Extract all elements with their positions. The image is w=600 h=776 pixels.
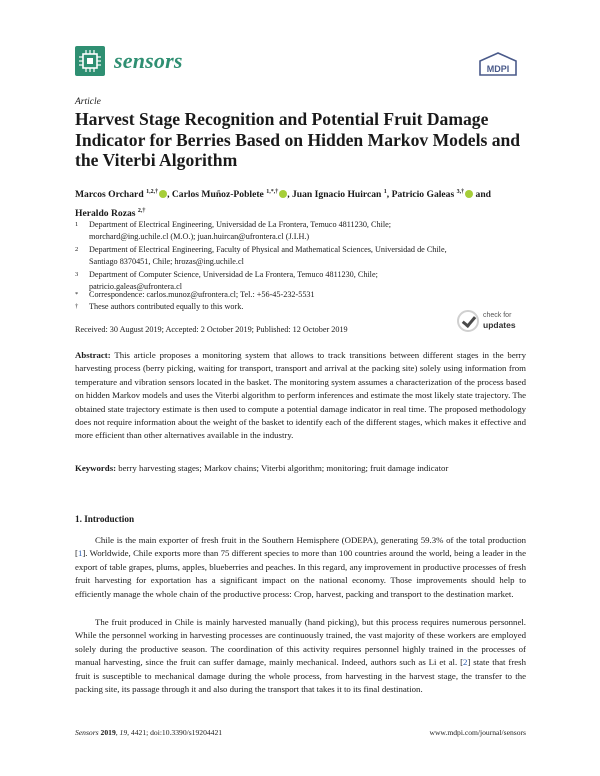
check-for-updates-badge[interactable] xyxy=(457,310,527,334)
footer-citation: Sensors 2019, 19, 4421; doi:10.3390/s19204421 xyxy=(75,728,223,737)
footer-doi[interactable]: , 4421; doi:10.3390/s19204421 xyxy=(127,728,223,737)
paragraph-text: Chile is the main exporter of fresh fruit in the Southern Hemisphere (ODEPA), generating 59.3% of the total production [ xyxy=(75,535,526,559)
affiliation-number: 1 xyxy=(75,221,79,228)
check-label-bottom: updates xyxy=(483,320,516,330)
orcid-icon[interactable] xyxy=(279,190,287,198)
abstract-text: This article proposes a monitoring system that allows to track transitions between different stages in the berry harvesting process (berry picking, waiting for transport, transport and arrival at the packing site) solely using information from temperature and vibration sensors located in the basket. The monitoring system assumes a characterization of the process based on hidden Markov models and uses the Viterbi algorithm to perform inferences and estimate the most likely state trajectory. The obtained state trajectory estimate is then used to compute a potential damage indicator in real time. The proposed methodology does not require information about the weight of the basket to identify each of the different stages, which makes it effective and more efficient than other alternatives available in the industry. xyxy=(75,350,527,441)
affiliation-text: Department of Computer Science, Universidad de La Frontera, Temuco 4811230, Chile; xyxy=(89,270,378,279)
keywords-label: Keywords: xyxy=(75,463,117,473)
author-superscript: 3,† xyxy=(456,189,465,195)
publication-dates: Received: 30 August 2019; Accepted: 2 October 2019; Published: 12 October 2019 xyxy=(75,325,348,334)
author-list: Marcos Orchard $^{1,2,\dagger}$ , Carlos Muñoz-Poblete $^{1,*,\dagger}$ , Juan Ignacio Huircan $^1$, Patricio Galeas $^{3,\dagger}$ and Heraldo Rozas $^{2,\dagger}$ xyxy=(75,189,491,220)
keywords xyxy=(75,462,526,475)
affiliation-number: † xyxy=(75,303,79,310)
paragraph-text: ] state that fresh fruit is susceptible to mechanical damage during the whole process, from harvesting in the harvest stage, the transfer to the packing site, its passage through it and also during the transport that takes it to its final destination. xyxy=(75,657,526,695)
author-name[interactable]: Heraldo Rozas xyxy=(75,208,136,220)
author-superscript: 1,2,† xyxy=(146,189,159,195)
journal-logo-icon xyxy=(75,46,105,76)
check-label-top: check for xyxy=(483,312,512,319)
affiliation-number: 3 xyxy=(75,271,79,278)
correspondence-text[interactable]: Correspondence: carlos.munoz@ufrontera.cl; Tel.: +56-45-232-5531 xyxy=(89,290,315,299)
abstract xyxy=(75,349,526,443)
intro-paragraph-2 xyxy=(75,616,526,696)
check-icon xyxy=(457,310,479,332)
footer-journal: Sensors xyxy=(75,728,99,737)
affiliation-text: Department of Electrical Engineering, Universidad de La Frontera, Temuco 4811230, Chile; xyxy=(89,220,392,229)
abstract-label: Abstract: xyxy=(75,350,111,360)
author-conjunction: and xyxy=(475,189,491,201)
author-superscript: 2,† xyxy=(137,208,146,215)
citation-link[interactable]: 1 xyxy=(77,548,83,559)
paragraph-text: The fruit produced in Chile is mainly harvested manually (hand picking), but this process requires numerous personnel. While the personnel working in harvesting processes are continuously trained, the vast majority of these workers are employed solely during the productive season. The coordination of this activity requires personnel highly trained in the processes of manual harvesting, since the fruit can suffer damage, mainly mechanical. Indeed, authors such as Li et al. [ xyxy=(75,617,526,668)
paper-title: Harvest Stage Recognition and Potential Fruit Damage Indicator for Berries Based on Hidden Markov Models and the Viterbi Algorithm xyxy=(75,109,521,170)
affiliation-text: Department of Electrical Engineering, Faculty of Physical and Mathematical Sciences, Universidad de Chile, xyxy=(89,245,447,254)
affiliation-number: 2 xyxy=(75,246,79,253)
citation-link[interactable]: 2 xyxy=(463,657,468,668)
affiliation-email[interactable]: morchard@ing.uchile.cl (M.O.); juan.huircan@ufrontera.cl (J.I.H.) xyxy=(89,232,310,242)
author-name[interactable]: Juan Ignacio Huircan xyxy=(292,189,382,201)
affiliation-email[interactable]: Santiago 8370451, Chile; hrozas@ing.uchile.cl xyxy=(89,257,244,267)
author-superscript: 1 xyxy=(383,189,387,195)
affiliation-email[interactable]: patricio.galeas@ufrontera.cl xyxy=(89,282,183,292)
author-name[interactable]: Patricio Galeas xyxy=(391,189,455,201)
author-superscript: 1,*,† xyxy=(266,189,279,195)
footer-year: 2019 xyxy=(100,728,116,737)
author-name[interactable]: Carlos Muñoz-Poblete xyxy=(171,189,264,201)
mdpi-logo-icon xyxy=(478,52,518,78)
paragraph-text: ]. Worldwide, Chile exports more than 75 different species to more than 100 countries around the world, being a leader in the export of table grapes, plums, apples, blueberries and peaches. In this regard, any improvement in productive processes of fresh fruit harvesting for exportation has a significant impact on the national economy. Those improvements should help to efficiently manage the whole chain of the productive process: Crop, harvest, packing and transport to the destination market. xyxy=(75,548,526,599)
section-heading: 1. Introduction xyxy=(75,514,135,524)
equal-contribution-text: These authors contributed equally to this work. xyxy=(89,302,244,311)
intro-paragraph-1 xyxy=(75,534,526,601)
author-name[interactable]: Marcos Orchard xyxy=(75,189,144,201)
footer-volume: 19 xyxy=(119,728,128,737)
keywords-text: berry harvesting stages; Markov chains; Viterbi algorithm; monitoring; fruit damage indicator xyxy=(118,463,449,473)
affiliation-number: * xyxy=(75,291,79,298)
journal-name: sensors xyxy=(114,48,183,73)
orcid-icon[interactable] xyxy=(465,190,473,198)
footer-url[interactable]: www.mdpi.com/journal/sensors xyxy=(429,728,526,737)
publisher-name: MDPI xyxy=(486,64,510,74)
article-type: Article xyxy=(75,97,101,107)
orcid-icon[interactable] xyxy=(159,190,167,198)
